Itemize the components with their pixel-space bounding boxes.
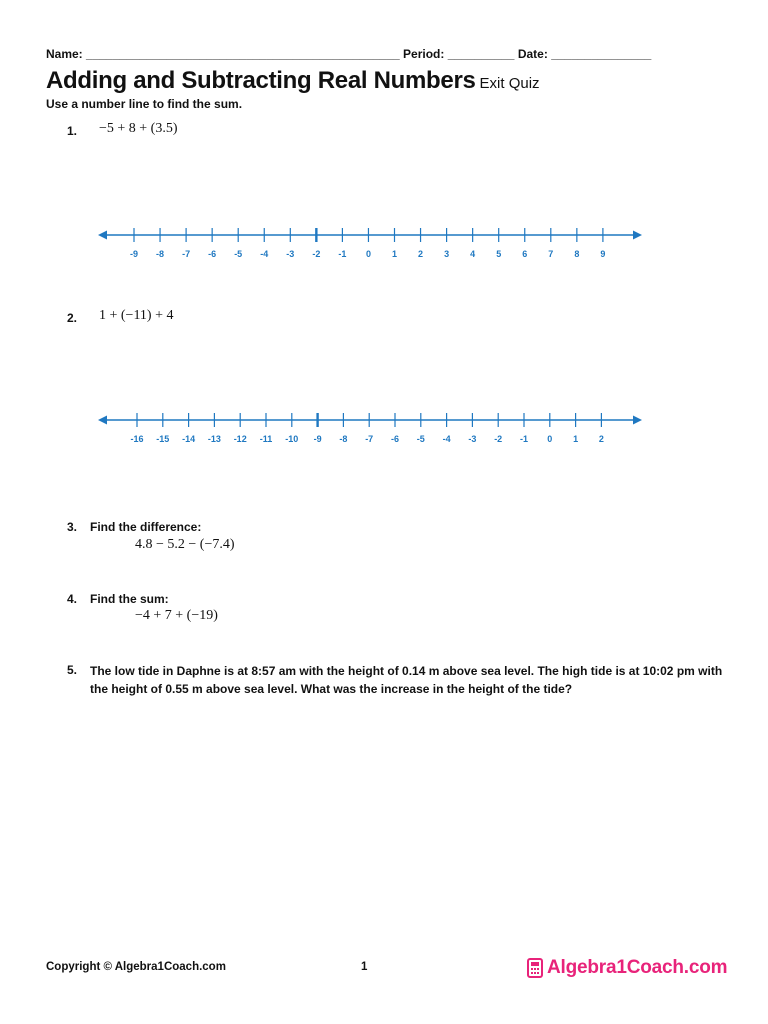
tick-label: 9 <box>600 249 606 259</box>
tick-label: 1 <box>573 434 579 444</box>
right-arrow-icon <box>633 231 642 240</box>
number-line-1[interactable] <box>98 228 642 259</box>
number-line-2[interactable] <box>98 413 642 444</box>
question-4-prompt: Find the sum: <box>90 592 169 606</box>
calculator-icon <box>527 958 543 978</box>
left-arrow-icon <box>98 416 107 425</box>
question-3-expression: 4.8 − 5.2 − (−7.4) <box>135 537 235 552</box>
tick-label: -10 <box>285 434 299 444</box>
tick-label: -8 <box>156 249 165 259</box>
tick-label: -1 <box>519 434 529 444</box>
tick-label: -9 <box>129 249 139 259</box>
page-number: 1 <box>361 961 368 973</box>
tick-label: -4 <box>442 434 451 444</box>
tick-label: -8 <box>339 434 348 444</box>
tick-label: -14 <box>182 434 196 444</box>
tick-label: 0 <box>365 249 371 259</box>
name-blank[interactable]: _______________________________________________ <box>86 47 400 61</box>
period-label: Period: <box>403 47 445 61</box>
left-arrow-icon <box>98 231 107 240</box>
tick-label: 1 <box>391 249 398 259</box>
tick-label: -11 <box>259 434 273 444</box>
tick-label: -2 <box>494 434 503 444</box>
tick-label: -5 <box>416 434 425 444</box>
tick-label: 2 <box>598 434 604 444</box>
tick-label: 7 <box>548 249 554 259</box>
tick-label: -7 <box>365 434 374 444</box>
question-1-number: 1. <box>67 124 78 138</box>
instructions: Use a number line to find the sum. <box>46 97 243 111</box>
question-4-number: 4. <box>67 592 78 606</box>
tick-label: 6 <box>522 249 528 259</box>
question-2-expression: 1 + (−11) + 4 <box>99 308 174 323</box>
tick-label: -6 <box>390 434 400 444</box>
tick-label: -13 <box>207 434 221 444</box>
question-3-number: 3. <box>67 520 78 534</box>
tick-label: 3 <box>444 249 450 259</box>
title-sub: Exit Quiz <box>479 75 540 92</box>
tick-label: -7 <box>182 249 191 259</box>
tick-label: -16 <box>130 434 144 444</box>
question-1-expression: −5 + 8 + (3.5) <box>99 121 178 136</box>
tick-label: -12 <box>233 434 247 444</box>
tick-label: -1 <box>338 249 347 259</box>
logo-text: Algebra1Coach.com <box>547 957 728 978</box>
tick-label: -3 <box>286 249 295 259</box>
tick-label: -15 <box>156 434 170 444</box>
date-label: Date: <box>517 47 548 61</box>
right-arrow-icon <box>633 416 642 425</box>
tick-label: -2 <box>312 249 321 259</box>
tick-label: 2 <box>418 249 424 259</box>
tick-label: 5 <box>496 249 502 259</box>
name-label: Name: <box>46 47 83 61</box>
question-5-number: 5. <box>67 663 78 677</box>
date-blank[interactable]: _______________ <box>551 47 652 61</box>
question-4-expression: −4 + 7 + (−19) <box>135 608 218 623</box>
tick-label: 0 <box>547 434 553 444</box>
tick-label: 8 <box>574 249 580 259</box>
tick-label: -5 <box>234 249 243 259</box>
title-main: Adding and Subtracting Real Numbers <box>46 67 476 94</box>
tick-label: -3 <box>468 434 477 444</box>
tick-label: -9 <box>313 434 322 444</box>
tick-label: -4 <box>260 249 269 259</box>
question-2-number: 2. <box>67 311 78 325</box>
tick-label: -6 <box>208 249 217 259</box>
copyright: Copyright © Algebra1Coach.com <box>46 961 226 973</box>
tick-label: 4 <box>470 249 476 259</box>
question-5-text: The low tide in Daphne is at 8:57 am with the height of 0.14 m above sea level. The high tide is at 10:02 pm with the height of 0.55 m above sea level. What was the increase in the height of the tide? <box>90 664 723 696</box>
question-3-prompt: Find the difference: <box>90 520 202 534</box>
algebra1coach-logo[interactable] <box>527 957 727 979</box>
period-blank[interactable]: __________ <box>447 47 515 61</box>
